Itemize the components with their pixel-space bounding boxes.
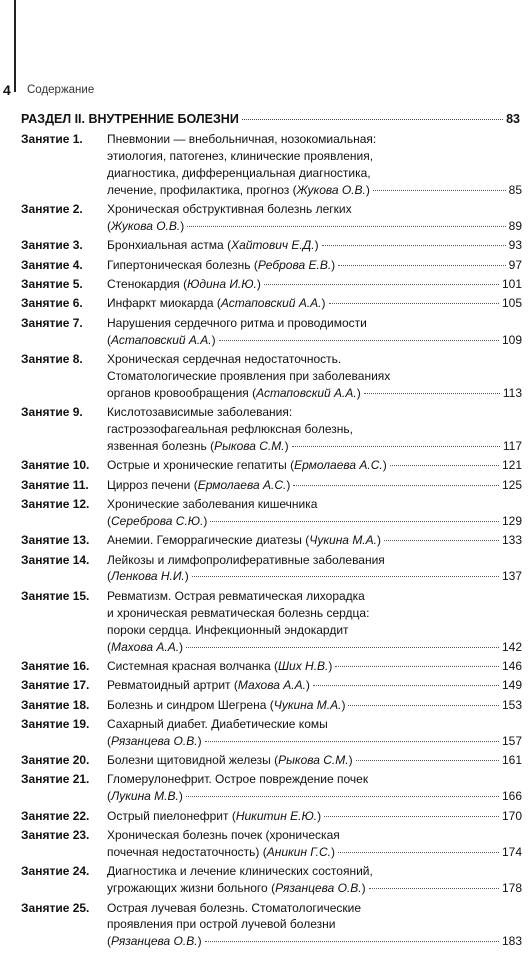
entry-text: лечение, профилактика, прогноз (Жукова О.В.) <box>107 182 370 197</box>
entry-line: Острая лучевая болезнь. Стоматологические <box>107 900 362 915</box>
entry-page: 85 <box>508 182 522 197</box>
entry-last-line <box>107 733 522 750</box>
entry-label: Занятие 12. <box>21 496 90 511</box>
entry-body <box>107 658 522 675</box>
entry-body <box>107 752 522 769</box>
entry-line: проявления при острой лучевой болезни <box>107 917 336 932</box>
running-title: Содержание <box>27 84 95 96</box>
entry-label: Занятие 14. <box>21 552 90 567</box>
entry-author: Ермолаева А.С. <box>294 458 383 473</box>
entry-last-line <box>107 697 522 714</box>
entry-page: 166 <box>501 789 522 804</box>
toc-entry <box>21 237 522 254</box>
entry-title-tail: Гипертоническая болезнь <box>107 257 251 272</box>
entry-text: Острые и хронические гепатиты (Ермолаева А.С.) <box>107 458 387 473</box>
entry-page: 161 <box>501 753 522 768</box>
toc-entry <box>21 552 522 586</box>
entry-text: (Лукина М.В.) <box>107 789 183 804</box>
toc-entry <box>21 771 522 805</box>
entry-body <box>107 588 522 656</box>
entry-line: Пневмонии — внебольничная, нозокомиальная: <box>107 132 377 146</box>
entry-page: 153 <box>501 697 522 712</box>
entry-label: Занятие 13. <box>21 533 90 548</box>
leader-dots <box>329 303 499 304</box>
toc-entry <box>21 257 522 274</box>
entry-line: диагностика, дифференциальная диагностика, <box>107 165 371 180</box>
leader-dots <box>210 521 499 522</box>
entry-author: Махова А.А. <box>237 678 306 693</box>
entry-title-tail: Острые и хронические гепатиты <box>107 458 287 473</box>
entry-author: Сереброва С.Ю. <box>111 513 204 528</box>
toc-entry <box>21 351 522 402</box>
entry-line: Ревматизм. Острая ревматическая лихорадка <box>107 588 365 603</box>
entry-label: Занятие 22. <box>21 808 90 823</box>
leader-dots <box>338 265 505 266</box>
entry-page: 117 <box>502 438 522 453</box>
margin-rule <box>14 0 16 92</box>
entry-author: Ермолаева А.С. <box>197 477 287 492</box>
entry-last-line <box>107 237 522 254</box>
entry-text: Болезни щитовидной железы (Рыкова С.М.) <box>107 753 353 768</box>
entry-page: 129 <box>501 513 522 528</box>
entry-author: Лукина М.В. <box>111 789 179 804</box>
entry-page: 109 <box>501 332 522 347</box>
entry-label: Занятие 4. <box>21 257 83 272</box>
entry-author: Рязанцева О.В. <box>111 733 198 748</box>
leader-dots <box>192 576 499 577</box>
entry-last-line <box>107 513 522 530</box>
entry-author: Жукова О.В. <box>296 182 366 197</box>
entry-label: Занятие 11. <box>21 477 89 492</box>
entry-last-line <box>107 677 522 694</box>
leader-dots <box>338 852 499 853</box>
entry-title-tail: Анемии. Геморрагические диатезы <box>107 533 302 548</box>
entry-last-line <box>107 276 522 293</box>
entry-label: Занятие 17. <box>21 678 90 693</box>
entry-body <box>107 697 522 714</box>
entry-title-tail: Ревматоидный артрит <box>107 678 231 693</box>
entry-label: Занятие 20. <box>21 753 90 768</box>
entry-author: Рыкова С.М. <box>278 753 349 768</box>
entry-author: Реброва Е.В. <box>257 257 332 272</box>
entry-text: Бронхиальная астма (Хайтович Е.Д.) <box>107 238 319 253</box>
leader-dots <box>264 284 499 285</box>
toc-entry <box>21 276 522 293</box>
section-title: РАЗДЕЛ II. ВНУТРЕННИЕ БОЛЕЗНИ <box>21 112 239 126</box>
entry-text: почечная недостаточность) (Аникин Г.С.) <box>107 844 335 859</box>
entry-text: Стенокардия (Юдина И.Ю.) <box>107 277 261 291</box>
toc-entry <box>21 295 522 312</box>
entry-title-tail: Инфаркт миокарда <box>107 296 214 311</box>
entry-title-tail: Болезни щитовидной железы <box>107 753 271 768</box>
entry-page: 97 <box>508 257 522 272</box>
entry-page: 89 <box>508 218 522 233</box>
entry-title-tail: Болезнь и синдром Шегрена <box>107 697 267 712</box>
toc-entry <box>21 201 522 235</box>
entry-last-line <box>107 568 522 585</box>
entry-page: 178 <box>501 881 522 896</box>
entry-last-line <box>107 457 522 474</box>
toc-entry <box>21 900 522 951</box>
entry-text: Ревматоидный артрит (Махова А.А.) <box>107 678 310 693</box>
entry-page: 125 <box>501 477 522 492</box>
entry-label: Занятие 8. <box>21 351 83 366</box>
entry-label: Занятие 1. <box>21 132 83 146</box>
entry-title-tail: язвенная болезнь <box>107 438 207 453</box>
entry-label: Занятие 9. <box>21 405 83 420</box>
entry-author: Чукина М.А. <box>273 697 342 712</box>
entry-line: этиология, патогенез, клинические проявления, <box>107 148 374 163</box>
entry-body <box>107 131 522 199</box>
toc-entry <box>21 457 522 474</box>
entry-text: язвенная болезнь (Рыкова С.М.) <box>107 438 289 453</box>
entry-text: (Рязанцева О.В.) <box>107 934 202 949</box>
section-heading <box>21 112 520 126</box>
entry-body <box>107 677 522 694</box>
leader-dots <box>348 705 499 706</box>
entry-page: 183 <box>501 934 522 949</box>
entry-body <box>107 237 522 254</box>
entry-title-tail: лечение, профилактика, прогноз <box>107 182 290 197</box>
entry-last-line <box>107 788 522 805</box>
entry-body <box>107 900 522 951</box>
entry-body <box>107 827 522 861</box>
entry-label: Занятие 6. <box>21 296 83 311</box>
entry-title-tail: Бронхиальная астма <box>107 238 224 253</box>
leader-dots <box>313 685 499 686</box>
leader-dots <box>292 446 500 447</box>
entry-line: Диагностика и лечение клинических состояний, <box>107 864 373 879</box>
entry-title-tail: Системная красная волчанка <box>107 658 271 673</box>
entry-text: Болезнь и синдром Шегрена (Чукина М.А.) <box>107 697 346 712</box>
entry-label: Занятие 5. <box>21 277 83 291</box>
entry-body <box>107 496 522 530</box>
leader-dots <box>322 245 506 246</box>
leader-dots <box>384 540 499 541</box>
entry-last-line <box>107 808 522 825</box>
entry-line: гастроэзофагеальная рефлюксная болезнь, <box>107 422 353 436</box>
entry-last-line <box>107 844 522 861</box>
entry-body <box>107 315 522 349</box>
entry-last-line <box>107 639 522 656</box>
entry-label: Занятие 23. <box>21 828 90 843</box>
entry-line: и хроническая ревматическая болезнь сердца: <box>107 605 370 620</box>
entry-body <box>107 863 522 897</box>
toc-entry <box>21 315 522 349</box>
entry-label: Занятие 24. <box>21 864 90 879</box>
entry-page: 137 <box>501 569 522 584</box>
leader-dots <box>187 226 505 227</box>
entry-last-line <box>107 385 522 402</box>
entry-label: Занятие 16. <box>21 658 90 673</box>
entry-last-line <box>107 257 522 274</box>
entry-author: Ленкова Н.И. <box>111 569 185 584</box>
entry-page: 113 <box>502 385 522 400</box>
entry-text: (Махова А.А.) <box>107 639 184 654</box>
toc-entry <box>21 752 522 769</box>
entry-title-tail: Острый пиелонефрит <box>107 808 229 823</box>
entry-text: (Жукова О.В.) <box>107 218 185 233</box>
leader-dots <box>390 465 499 466</box>
entry-page: 93 <box>508 238 522 253</box>
entry-line: Нарушения сердечного ритма и проводимости <box>107 315 367 330</box>
entry-last-line <box>107 658 522 675</box>
entry-last-line <box>107 295 522 312</box>
entry-author: Астаповский А.А. <box>111 332 212 347</box>
entry-body <box>107 457 522 474</box>
entry-line: Сахарный диабет. Диабетические комы <box>107 716 328 731</box>
leader-dots <box>186 796 499 797</box>
entry-page: 121 <box>501 458 522 473</box>
entry-page: 133 <box>501 533 522 548</box>
entry-line: Хроническая обструктивная болезнь легких <box>107 202 352 217</box>
toc-entry <box>21 496 522 530</box>
entry-line: Гломерулонефрит. Острое повреждение почек <box>107 772 369 787</box>
entry-body <box>107 532 522 549</box>
entry-author: Астаповский А.А. <box>220 296 322 311</box>
entry-label: Занятие 15. <box>21 588 90 603</box>
leader-dots <box>364 393 500 394</box>
entry-line: Стоматологические проявления при заболеваниях <box>107 368 391 383</box>
entry-line: Хроническая болезнь почек (хроническая <box>107 828 340 843</box>
entry-body <box>107 771 522 805</box>
entry-author: Юдина И.Ю. <box>187 277 257 291</box>
leader-dots <box>373 190 506 191</box>
entry-line: пороки сердца. Инфекционный эндокардит <box>107 622 349 637</box>
toc-entry <box>21 808 522 825</box>
entry-text: (Сереброва С.Ю.) <box>107 513 208 528</box>
toc-entry <box>21 588 522 656</box>
entry-author: Рязанцева О.В. <box>111 934 198 949</box>
leader-dots <box>356 760 499 761</box>
leader-dots <box>242 119 503 120</box>
entry-author: Астаповский А.А. <box>256 385 357 400</box>
entry-text: угрожающих жизни больного (Рязанцева О.В.) <box>107 881 366 896</box>
entry-text: (Астаповский А.А.) <box>107 332 216 347</box>
entry-last-line <box>107 477 522 494</box>
entry-last-line <box>107 438 522 455</box>
entry-line: Лейкозы и лимфопролиферативные заболевания <box>107 552 385 567</box>
entry-title-tail: органов кровообращения <box>107 385 249 400</box>
entry-last-line <box>107 532 522 549</box>
toc-entry <box>21 677 522 694</box>
entry-page: 174 <box>501 844 522 859</box>
entry-body <box>107 351 522 402</box>
entry-body <box>107 552 522 586</box>
leader-dots <box>205 941 499 942</box>
toc-entry <box>21 697 522 714</box>
entry-text: органов кровообращения (Астаповский А.А.) <box>107 385 361 400</box>
entry-line: Хроническая сердечная недостаточность. <box>107 351 342 366</box>
toc-entry <box>21 131 522 199</box>
leader-dots <box>369 888 499 889</box>
entry-line: Хронические заболевания кишечника <box>107 496 318 511</box>
entry-label: Занятие 2. <box>21 202 83 217</box>
entry-title-tail: угрожающих жизни больного <box>107 881 268 896</box>
entry-body <box>107 295 522 312</box>
entry-author: Рязанцева О.В. <box>275 881 362 896</box>
entry-body <box>107 477 522 494</box>
entry-label: Занятие 25. <box>21 900 90 915</box>
entry-body <box>107 276 522 293</box>
entry-label: Занятие 7. <box>21 315 83 330</box>
entry-label: Занятие 3. <box>21 238 83 253</box>
entry-last-line <box>107 880 522 897</box>
entry-title-tail: Цирроз печени <box>107 477 191 492</box>
leader-dots <box>186 647 499 648</box>
entry-body <box>107 257 522 274</box>
entry-label: Занятие 21. <box>21 772 90 787</box>
entry-text: Анемии. Геморрагические диатезы (Чукина М.А.) <box>107 533 381 548</box>
page-number: 4 <box>3 82 11 98</box>
entry-line: Кислотозависимые заболевания: <box>107 405 293 420</box>
entry-text: Системная красная волчанка (Ших Н.В.) <box>107 658 333 673</box>
entry-page: 170 <box>501 808 522 823</box>
entry-text: Острый пиелонефрит (Никитин Е.Ю.) <box>107 808 322 823</box>
entry-text: (Рязанцева О.В.) <box>107 733 202 748</box>
entry-text: Инфаркт миокарда (Астаповский А.А.) <box>107 296 326 311</box>
entry-body <box>107 716 522 750</box>
entry-page: 101 <box>501 277 522 291</box>
entry-last-line <box>107 752 522 769</box>
leader-dots <box>293 485 499 486</box>
toc-entry <box>21 404 522 455</box>
toc-entry <box>21 658 522 675</box>
entry-body <box>107 808 522 825</box>
entry-last-line <box>107 218 522 235</box>
toc-entry <box>21 532 522 549</box>
entry-title-tail: Стенокардия <box>107 277 180 291</box>
leader-dots <box>205 741 499 742</box>
entry-page: 157 <box>501 733 522 748</box>
entry-text: Цирроз печени (Ермолаева А.С.) <box>107 477 291 492</box>
entry-author: Никитин Е.Ю. <box>235 808 318 823</box>
entry-author: Махова А.А. <box>111 639 180 654</box>
entry-body <box>107 201 522 235</box>
entry-last-line <box>107 933 522 950</box>
entry-page: 149 <box>501 678 522 693</box>
entry-last-line <box>107 182 522 199</box>
entry-last-line <box>107 332 522 349</box>
toc-entry <box>21 716 522 750</box>
entry-label: Занятие 10. <box>21 458 90 473</box>
entry-text: Гипертоническая болезнь (Реброва Е.В.) <box>107 257 336 272</box>
leader-dots <box>324 816 499 817</box>
leader-dots <box>219 340 499 341</box>
entry-title-tail: почечная недостаточность) <box>107 844 260 859</box>
toc-entry <box>21 477 522 494</box>
entry-author: Аникин Г.С. <box>266 844 331 859</box>
entry-page: 146 <box>501 658 522 673</box>
entry-text: (Ленкова Н.И.) <box>107 569 189 584</box>
leader-dots <box>335 666 499 667</box>
toc-entry <box>21 863 522 897</box>
entry-author: Жукова О.В. <box>111 218 181 233</box>
toc-entry <box>21 827 522 861</box>
entry-page: 105 <box>501 296 522 311</box>
entry-author: Чукина М.А. <box>309 533 377 548</box>
section-page: 83 <box>506 112 520 126</box>
entry-author: Хайтович Е.Д. <box>231 238 315 253</box>
entry-body <box>107 404 522 455</box>
table-of-contents <box>21 131 522 953</box>
entry-label: Занятие 18. <box>21 697 90 712</box>
entry-label: Занятие 19. <box>21 716 90 731</box>
entry-author: Ших Н.В. <box>278 658 329 673</box>
entry-page: 142 <box>501 639 522 654</box>
entry-author: Рыкова С.М. <box>214 438 285 453</box>
